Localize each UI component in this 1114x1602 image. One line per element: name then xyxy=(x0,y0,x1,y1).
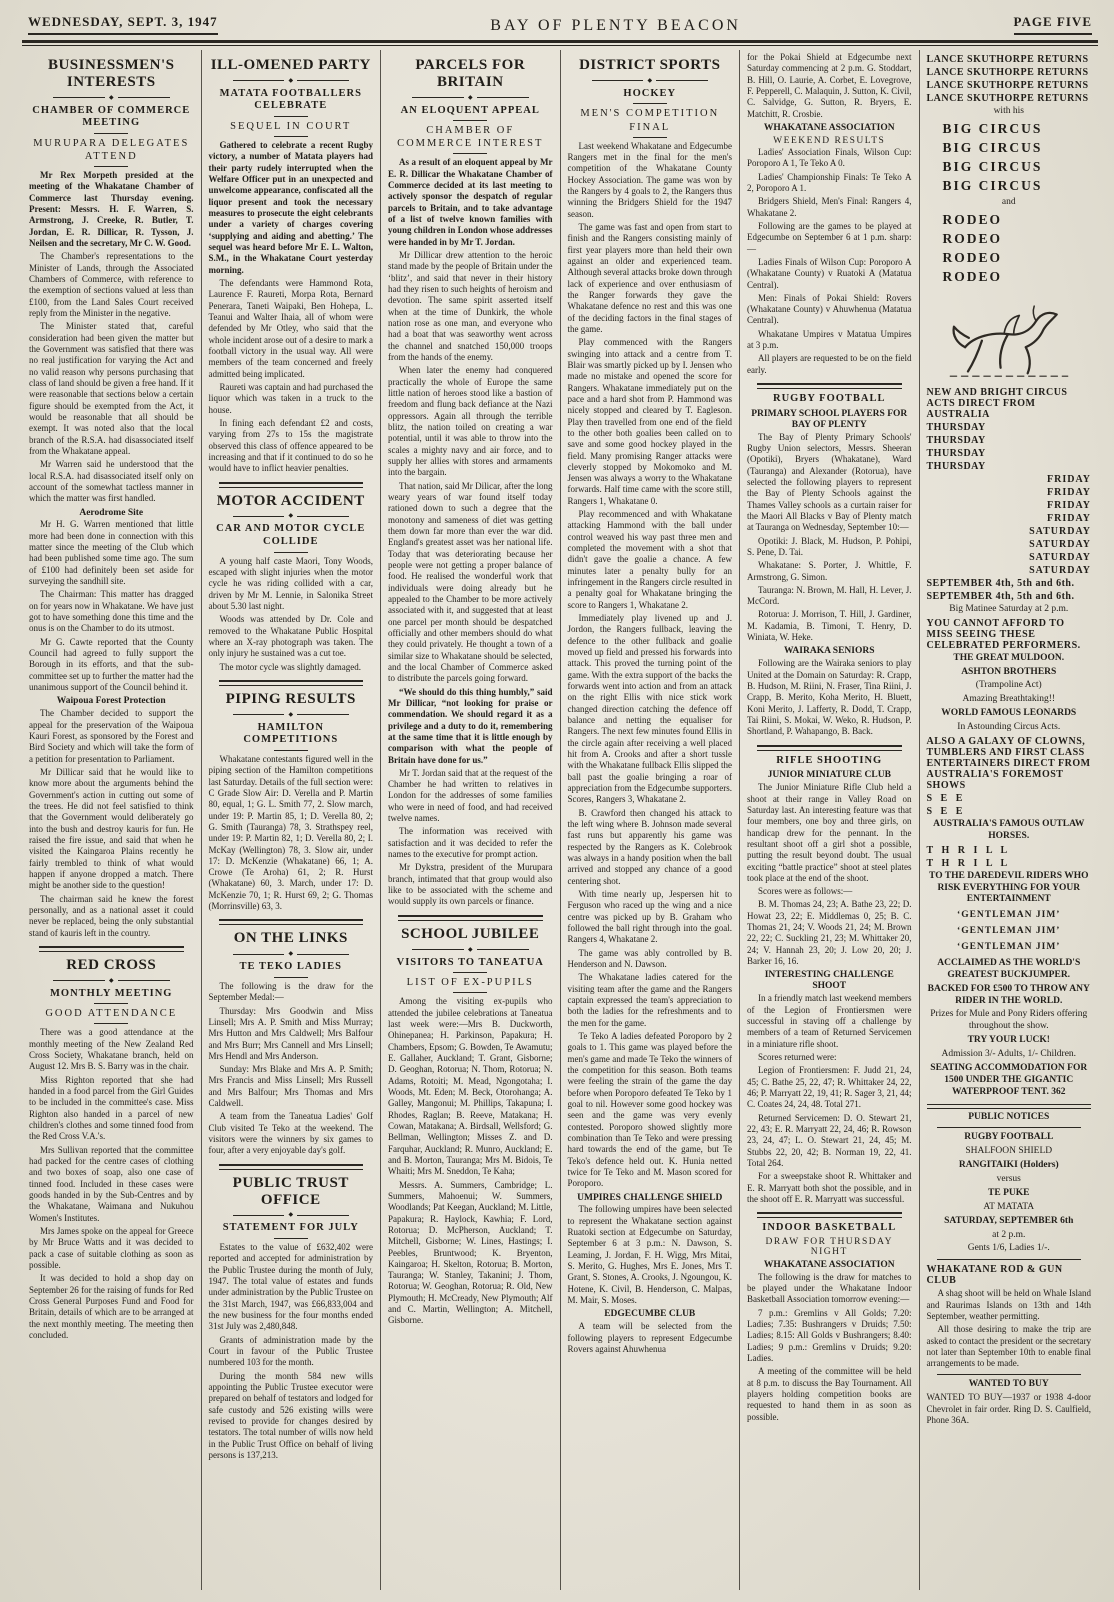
headline-parcels-for-britain: PARCELS FOR BRITAIN xyxy=(415,57,526,90)
article-subhead: MATATA FOOTBALLERS CELEBRATE xyxy=(219,87,362,112)
article-paragraph: The defendants were Hammond Rota, Laurence F. Raureti, Morpa Rota, Bernard Penerara, Taneti Waipaki, Ben Hohepa, L. Teanui and Walter Ihaia, all of whom were defended by Mr Otley, who said that the whole incident arose out of a desire to mark a football victory in the usual way. All were members of the team concerned and freely admitted being implicated. xyxy=(208,278,373,379)
column-4 xyxy=(561,50,741,1590)
article-paragraph: Grants of administration made by the Court in favour of the Public Trustee numbered 103 for the month. xyxy=(208,1334,373,1368)
short-rule xyxy=(94,1003,128,1004)
ad-line: LANCE SKUTHORPE RETURNS xyxy=(926,80,1089,91)
ad-rule xyxy=(937,1374,1082,1375)
article-paragraph: WANTED TO BUY—1937 or 1938 4-door Chevrolet in fair order. Ring D. S. Caulfield, Phone 36A. xyxy=(926,1392,1091,1426)
ad-line: TO THE DAREDEVIL RIDERS WHO RISK EVERYTHING FOR YOUR ENTERTAINMENT xyxy=(929,870,1089,905)
article-paragraph: The following is the draw for the September Medal:— xyxy=(208,980,373,1003)
article-paragraph: In fining each defendant £2 and costs, varying from 27s to 15s the magistrate observed this class of offence appeared to be increasing and that if it continued to do so he would have to inflict heavier penalties. xyxy=(208,417,373,474)
article-paragraph: Men: Finals of Pokai Shield: Rovers (Whakatane County) v Ahuwhenua (Matatua Central). xyxy=(747,292,912,326)
article-paragraph: The motor cycle was slightly damaged. xyxy=(219,661,361,672)
article-subhead: CHAMBER OF COMMERCE MEETING xyxy=(32,104,191,129)
article-paragraph: The Minister stated that, careful consideration had been given the matter but the Government was satisfied that there was no real justification for varying the Act and no valid reason why persons purchasing that class of land should be given a free hand. If it were reasonable that sections below a certain figure should be exempted from the Act, it would be reasonable that all should be exempt. It was noted also that the local branch of the R.S.A. had disassociated itself from the Whakatane appeal. xyxy=(29,321,194,456)
article-paragraph: Mr Dykstra, president of the Murupara branch, intimated that that group would also like to be associated with the scheme and would supply its own parcels or finance. xyxy=(388,862,553,907)
ad-line: Gents 1/6, Ladies 1/-. xyxy=(967,1243,1050,1254)
section-rod-gun-club: WHAKATANE ROD & GUN CLUB xyxy=(926,1264,1063,1287)
headline-red-cross: RED CROSS xyxy=(66,956,157,973)
ad-line: ACCLAIMED AS THE WORLD'S GREATEST BUCKJUMPER. xyxy=(937,957,1081,980)
article-paragraph: B. Crawford then changed his attack to the left wing where B. Johnson made several fast runs but apparently his game was respected by the Rangers as K. Colebrook was always in a handy position when the ball arrived and stopped any chance of a good centering shot. xyxy=(567,807,732,886)
short-rule xyxy=(274,1238,308,1239)
ad-line: LANCE SKUTHORPE RETURNS xyxy=(926,93,1089,104)
article-paragraph: Mr T. Jordan said that at the request of the Chamber he had written to relatives in London for the addresses of some families who were in need of food, and had received twelve names. xyxy=(388,767,553,824)
ad-line: ALSO A GALAXY OF CLOWNS, TUMBLERS AND FIRST CLASS ENTERTAINERS DIRECT FROM AUSTRALIA'S FOREMOST SHOWS xyxy=(926,735,1091,791)
ad-line: BIG CIRCUS xyxy=(942,177,1043,193)
ad-line: AT MATATA xyxy=(983,1201,1035,1212)
section-rule xyxy=(757,745,902,751)
headline-public-trust-office: PUBLIC TRUST OFFICE xyxy=(232,1174,349,1208)
divider-ornament: ◆ xyxy=(53,978,170,984)
article-subhead: RUGBY FOOTBALL xyxy=(773,393,886,405)
article-subhead: HAMILTON COMPETITIONS xyxy=(243,721,339,746)
section-rule xyxy=(219,482,364,488)
ad-line: THURSDAY xyxy=(926,460,986,472)
ad-line: RANGITAIKI (Holders) xyxy=(958,1160,1059,1171)
article-paragraph: Mr Warren said he understood that the local R.S.A. had disassociated itself only on account of the somewhat tactless manner in which the matter was first handled. xyxy=(29,459,194,504)
article-paragraph: As a result of an eloquent appeal by Mr E. R. Dillicar the Whakatane Chamber of Commerce decided at its last meeting to actively sponsor the despatch of regular parcels to Britain, and to take advantage of a list of twelve known families with young children in London whose addresses were handed in by Mr T. Jordan. xyxy=(388,157,553,247)
article-paragraph: Among the visiting ex-pupils who attended the jubilee celebrations at Taneatua last week were:—Mrs B. Duckworth, Ohinepanea; H. Parkinson, Papakura; H. Chambers, Epsom; G. Bowden, Te Awamutu; E. Gallaher, Auckland; T. Grant, Gisborne; D. Geoghan, Rotorua; N. Thom, Rotorua; N. Adams, Rotoiti; M. Mead, Ngongotaha; I. Woods, Mt. Eden; M. Beck, Otorohanga; A. Galley, Mangonui; M. Phillips, Takapuna; I. Rhodes, Raglan; B. Reeve, Matakana; H. Cowan, Matakana; A. Birdsall, Wellsford; G. Bellman, Wellington; Misses Z. and D. Farquhar, Auckland; R. Munro, Auckland; E. and B. Morton, Tauranga; Mrs M. Bidois, Te Whaiti; Mrs M. Sneddon, Te Kaha; xyxy=(388,996,553,1177)
article-paragraph: The game was fast and open from start to finish and the Rangers consisting mainly of first year players more than held their own against an older and experienced team. Although several attacks broke down through lack of experience and over enthusiasm of the Ranger forwards they gave the Whakatane defence no rest and this was one of the deciding factors in the final stages of the game. xyxy=(567,221,732,334)
ad-line: THURSDAY xyxy=(926,421,986,433)
article-paragraph: With time nearly up, Jespersen hit to Ferguson who raced up the wing and a nice centre was picked up by B. Graham who followed the ball right through into the goal. Rangers 4, Whakatane 2. xyxy=(567,888,732,945)
divider-ornament: ◆ xyxy=(592,78,709,84)
section-rule xyxy=(398,915,543,921)
divider-ornament: ◆ xyxy=(233,513,350,519)
article-paragraph: Scores were as follows:— xyxy=(758,886,853,897)
article-paragraph: The information was received with satisfaction and it was decided to refer the names to the executive for prompt action. xyxy=(388,826,553,860)
ad-line: ‘GENTLEMAN JIM’ xyxy=(957,926,1061,937)
ad-line: WORLD FAMOUS LEONARDS xyxy=(941,708,1077,719)
headline-businessmens-interests: BUSINESSMEN'S INTERESTS xyxy=(47,57,175,90)
article-paragraph: Estates to the value of £632,402 were reported and accepted for administration by the Public Trustee during the month of July, 1947. The total value of estates and funds under administration by the Public Trustee on the 31st March, 1947, was £66,833,004 and the new business for the four months ended 31st July was 2,480,848. xyxy=(208,1241,373,1332)
ad-line: T H R I L L xyxy=(926,857,1011,869)
ad-line: RUGBY FOOTBALL xyxy=(964,1132,1054,1143)
ad-lance-skuthorpe: LANCE SKUTHORPE RETURNS xyxy=(926,54,1089,65)
ad-line: Amazing Breathtaking!! xyxy=(962,694,1056,705)
article-paragraph: Sunday: Mrs Blake and Mrs A. P. Smith; Mrs Francis and Miss Linsell; Mrs Russell and Mrs Balfour; Mrs Thomas and Mrs Caldwell. xyxy=(208,1064,373,1109)
article-paragraph: Rotorua: J. Morrison, T. Hill, J. Gardiner, M. Kadamia, B. Timoni, T. Henry, D. Winiata, W. Heke. xyxy=(747,609,912,643)
article-paragraph: A young half caste Maori, Tony Woods, escaped with slight injuries when the motor cycle he was riding collided with a car, driven by Mr M. Lennie, in Salonika Street about 5.30 last night. xyxy=(208,555,373,611)
article-paragraph: for the Pokai Shield at Edgecumbe next Saturday commencing at 2 p.m. G. Stoddart, B. Hill, O. Laurie, A. Corbet, E. Lovegrove, F. Pepperell, C. Malaquin, J. Sutton, K. Civil, C. Salvidge, G. Sutton, R. Bryers, E. Matchitt, R. Crosbie. xyxy=(747,52,912,119)
bucking-horse-illustration xyxy=(927,288,1092,384)
ad-line: ‘GENTLEMAN JIM’ xyxy=(957,910,1061,921)
crosshead: PRIMARY SCHOOL PLAYERS FOR BAY OF PLENTY xyxy=(751,408,908,430)
article-paragraph: Mrs Sullivan reported that the committee had packed for the centre cases of clothing and two boxes of soap, also one case of tinned food. Included in these cases were goods handed in by the Sub-Centres and by the Whakatane, Waimana and Nukuhou Women's Institutes. xyxy=(29,1144,194,1223)
ad-line: THURSDAY xyxy=(926,434,986,446)
article-paragraph: Following are the Wairaka seniors to play United at the Domain on Saturday: R. Crapp, B. Hudson, M. Riini, N. Fraser, Tina Riini, J. Crapp, B. Merito, Koha Merito, H. Bluett, Koni Merito, J. Lafferty, R. Dodd, T. Crapp, Tai Riini, S. Mokai, W. Weko, R. Hudson, P. Shortland, P. Wahapango, B. Back. xyxy=(747,658,912,737)
divider-ornament: ◆ xyxy=(233,712,350,718)
short-rule xyxy=(453,972,487,973)
short-rule xyxy=(274,552,308,553)
ad-line: LANCE SKUTHORPE RETURNS xyxy=(926,67,1089,78)
article-paragraph: Whakatane: S. Porter, J. Whittle, F. Armstrong, G. Simon. xyxy=(747,560,912,582)
ad-line: In Astounding Circus Acts. xyxy=(957,722,1061,732)
column-1 xyxy=(22,50,202,1590)
article-paragraph: The chairman said he knew the forest personally, and as a national asset it could never be replaced, being the only substantial stand of kauris left in the country. xyxy=(29,893,194,938)
short-rule xyxy=(633,103,667,104)
article-paragraph: All those desiring to make the trip are asked to contact the president or the secretary not later than September 10th to enable final arrangements to be made. xyxy=(926,1324,1091,1369)
article-subhead: TE TEKO LADIES xyxy=(239,961,342,973)
article-paragraph: The Chairman: This matter has dragged on for years now in Whakatane. We have just got to have something done this time and the onus is on the Chamber to do its utmost. xyxy=(29,589,194,634)
ad-line: BIG CIRCUS xyxy=(942,139,1043,155)
masthead-rule xyxy=(22,40,1098,46)
article-paragraph: The Junior Miniature Rifle Club held a shoot at their range in Valley Road on Saturday last. An interesting feature was that four members, one boy and three girls, on handicap drew for the pennant. In the resultant shoot off a girl shot a possible, putting the result beyond doubt. The usual exciting “battle practice” shoot at steel plates took place at the end of the shoot. xyxy=(747,782,912,883)
article-paragraph: Last weekend Whakatane and Edgecumbe Rangers met in the final for the men's competition of the Whakatane County Hockey Association. The game was won by the Rangers by 4 goals to 2, the Rangers thus winning the Bridgers Shield for the 1947 season. xyxy=(567,140,732,219)
article-paragraph: A shag shoot will be held on Whale Island and Raurimas Islands on 13th and 14th September, weather permitting. xyxy=(926,1288,1091,1321)
ad-line: RODEO xyxy=(942,249,1003,265)
article-paragraph: Play commenced with the Rangers swinging into attack and a centre from T. Blair was smartly picked up by I. Jensen who made no mistake and opened the score for Rangers. Whakatane immediately put on the pace and a hard shot from P. Hammond was nicely stopped and cleared by T. Eagleson. Play then travelled from one end of the field to the other both goalies been called on to save and some good hockey played in the field. Many promising Ranger attacks were cleverly stopped by Mokomoko and M. Jensen was always a worry to the Whakatane forwards. Half time came with the score still, Rangers 1, Whakatane 0. xyxy=(567,337,732,506)
article-paragraph: Mrs James spoke on the appeal for Greece by Mr Bruce Watts and it was decided to pack a case of suitable clothing as soon as possible. xyxy=(29,1225,194,1270)
ad-line: AUSTRALIA'S FAMOUS OUTLAW HORSES. xyxy=(933,818,1085,841)
crosshead: Aerodrome Site xyxy=(79,507,144,518)
ad-line: SHALFOON SHIELD xyxy=(965,1146,1053,1157)
article-paragraph: The Chamber decided to support the appeal for the preservation of the Waipoua Kauri Forest, as sponsored by the Forest and Bird Society and which will take the form of a petition for presentation to Parliament. xyxy=(29,708,194,764)
ad-line: NEW AND BRIGHT CIRCUS ACTS DIRECT FROM AUSTRALIA xyxy=(926,386,1068,420)
short-rule xyxy=(453,120,487,121)
article-paragraph: Mr Dillicar drew attention to the heroic stand made by the people of Britain under the ‘blitz’, and said that never in their history had they risen to such heights of heroism and devotion. The same spirit asserted itself when at the time of Dunkirk, the whole nation rose as one man, and everyone who had a boat that was seaworthy went across the channel and snatched 150,000 troops from the hands of the enemy. xyxy=(388,250,553,363)
headline-district-sports: DISTRICT SPORTS xyxy=(579,57,721,73)
ad-rule xyxy=(937,1127,1082,1128)
article-paragraph: Mr G. Cawte reported that the County Council had agreed to fully support the Borough in its efforts, and that the sub-committee set up to further the matter had the unanimous support of the Council behind it. xyxy=(29,636,194,693)
ad-line: versus xyxy=(996,1174,1021,1184)
ad-line: Admission 3/- Adults, 1/- Children. xyxy=(941,1049,1077,1059)
ad-line: T H R I L L xyxy=(926,844,1011,856)
ad-line: YOU CANNOT AFFORD TO MISS SEEING THESE CELEBRATED PERFORMERS. xyxy=(926,617,1081,651)
ad-line: SATURDAY xyxy=(1029,564,1091,576)
ad-line: THURSDAY xyxy=(926,447,986,459)
short-rule xyxy=(453,153,487,154)
article-paragraph: Woods was attended by Dr. Cole and removed to the Whakatane Public Hospital where an X-ray photograph was taken. The only injury he sustained was a cut toe. xyxy=(208,614,373,659)
column-3 xyxy=(381,50,561,1590)
divider-ornament: ◆ xyxy=(53,95,170,101)
crosshead-secondary: DRAW FOR THURSDAY NIGHT xyxy=(765,1236,893,1257)
ad-line: THE GREAT MULDOON. xyxy=(953,652,1065,663)
article-paragraph: 7 p.m.: Gremlins v All Golds; 7.20: Ladies; 7.35: Bushrangers v Druids; 7.50: Ladies; 8.15: All Golds v Bushrangers; 8.40: Ladies; 9 p.m.: Gremlins v Druids; 9.20: Ladies. xyxy=(747,1307,912,1364)
masthead-title: BAY OF PLENTY BEACON xyxy=(490,17,741,34)
short-rule xyxy=(94,166,128,167)
short-rule xyxy=(94,1023,128,1024)
article-paragraph: A team will be selected from the following players to represent Edgecumbe Rovers against Ahuwhenua xyxy=(567,1321,732,1354)
ad-line: BIG CIRCUS xyxy=(942,158,1043,174)
ad-line: with his xyxy=(993,106,1024,116)
article-paragraph: The Whakatane ladies catered for the visiting team after the game and the Rangers captain expressed the team's appreciation to both the ladies for the refreshments and to the men for the game. xyxy=(567,972,732,1028)
ad-line: Big Matinee Saturday at 2 p.m. xyxy=(949,603,1069,614)
article-paragraph: When later the enemy had conquered practically the whole of Europe the same little nation of heroes stood like a bastion of freedom and flung back defiance at the Nazi oppressors. Again all through the terrible blitz, the nation toiled on creating a war potential, until it was able to throw into the scales a mighty navy and air force, and to supply her allies with stores and armaments into the bargain. xyxy=(388,365,553,478)
article-paragraph: The Chamber's representations to the Minister of Lands, through the Associated Chambers of Commerce, with reference to the exemption of sections valued at less than £100, from the Land Sales Court received reply from the Minister in the negative. xyxy=(29,251,194,318)
article-subhead: VISITORS TO TANEATUA xyxy=(396,956,544,968)
crosshead: UMPIRES CHALLENGE SHIELD xyxy=(577,1192,723,1203)
column-6 xyxy=(920,50,1099,1590)
headline-on-the-links: ON THE LINKS xyxy=(233,930,348,947)
divider-ornament: ◆ xyxy=(412,947,529,953)
crosshead: Waipoua Forest Protection xyxy=(56,696,166,707)
article-paragraph: Ladies' Association Finals, Wilson Cup: Poroporo A 1, Te Teko A 0. xyxy=(747,146,912,169)
ad-line: TE PUKE xyxy=(988,1187,1030,1198)
section-rule xyxy=(757,383,902,389)
masthead-date: WEDNESDAY, SEPT. 3, 1947 xyxy=(28,14,218,35)
article-paragraph: All players are requested to be on the field early. xyxy=(747,353,912,375)
short-rule xyxy=(94,133,128,134)
section-rule xyxy=(219,680,364,686)
short-rule xyxy=(633,137,667,138)
article-paragraph: It was decided to hold a shop day on September 26 for the raising of funds for Red Cross General Purposes Fund and Food for Britain, details of which are to be arranged at the next monthly meeting. The meeting then concluded. xyxy=(29,1273,194,1340)
article-subhead: CAR AND MOTOR CYCLE COLLIDE xyxy=(216,523,366,548)
article-paragraph: That nation, said Mr Dilicar, after the long weary years of war found itself today rationed down to such a degree that the monotony and sameness of diet was getting them down far more than ever the war did. England's greatest asset was her national life. Today that was deteriorating because her people were not getting a proper balance of food. He realised the wonderful work that individuals were doing already but he appealed to the Chamber to be more actively associated with it, and suggested that at least one parcel per month should be despatched officially and other members should do what they could privately. He thought a town of a similar size to Whakatane should be selected, and the local Chamber of Commerce asked to distribute the parcels going forward. xyxy=(388,480,553,684)
article-paragraph: Mr H. G. Warren mentioned that little more had been done in connection with this matter since the meeting of the Club which had been published some time ago. The sum of £100 had definitely been set aside for surveying the sandhill site. xyxy=(29,519,194,587)
ad-line: TRY YOUR LUCK! xyxy=(967,1035,1050,1046)
section-rule xyxy=(757,1212,902,1218)
article-paragraph: Following are the games to be played at Edgecumbe on September 6 at 1 p.m. sharp:— xyxy=(747,220,912,254)
article-subhead-secondary: SEQUEL IN COURT xyxy=(230,120,352,132)
ad-line: BACKED FOR £500 TO THROW ANY RIDER IN THE WORLD. xyxy=(927,983,1090,1006)
ad-line: and xyxy=(1001,196,1016,207)
article-paragraph: Scores returned were: xyxy=(758,1051,837,1062)
article-subhead: AN ELOQUENT APPEAL xyxy=(400,104,540,116)
article-paragraph: There was a good attendance at the monthly meeting of the New Zealand Red Cross Society, Whakatane branch, held on August 12. Mrs B. S. Barry was in the chair. xyxy=(29,1027,194,1072)
ad-line: (Trampoline Act) xyxy=(975,680,1042,691)
crosshead: EDGECUMBE CLUB xyxy=(604,1309,696,1320)
section-wanted-to-buy: WANTED TO BUY xyxy=(968,1378,1049,1389)
section-rule xyxy=(219,1164,364,1170)
article-paragraph: Raureti was captain and had purchased the liquor which was taken in a truck to the house. xyxy=(208,382,373,415)
article-subhead: RIFLE SHOOTING xyxy=(776,754,883,766)
article-paragraph: Legion of Frontiersmen: F. Judd 21, 24, 45; C. Bathe 25, 22, 47; R. Whittaker 24, 22, 46; P. Marryatt 22, 19, 41; R. Sager 3, 21, 44; C. Coates 24, 24, 48. Total 271. xyxy=(747,1065,912,1110)
ad-line: SATURDAY, SEPTEMBER 6th xyxy=(944,1215,1074,1226)
short-rule xyxy=(274,136,308,137)
article-paragraph: “We should do this thing humbly,” said Mr Dillicar, “not looking for praise or commendation. We should regard it as a privilege and a duty to do it, remembering at the same time that it is little enough by comparison with what the people of Britain have done for us.” xyxy=(388,686,553,765)
short-rule xyxy=(453,992,487,993)
headline-ill-omened-party: ILL-OMENED PARTY xyxy=(210,57,371,73)
article-paragraph: Returned Servicemen: D. O. Stewart 21, 22, 43; E. R. Marryatt 22, 24, 46; R. Rowson 23, 24, 47; L. O. Stewart 21, 24, 45; M. Stubbs 22, 20, 42; B. Norman 19, 22, 41. Total 264. xyxy=(747,1112,912,1168)
article-paragraph: Ladies' Championship Finals: Te Teko A 2, Poroporo A 1. xyxy=(747,171,912,193)
article-subhead: STATEMENT FOR JULY xyxy=(222,1222,359,1234)
section-rule xyxy=(219,919,364,925)
ad-rule xyxy=(937,1259,1082,1260)
article-paragraph: Opotiki: J. Black, M. Hudson, P. Pohipi, S. Pene, D. Tai. xyxy=(747,535,912,557)
ad-line: RODEO xyxy=(942,268,1003,284)
ad-line: RODEO xyxy=(942,211,1003,227)
article-subhead: MONTHLY MEETING xyxy=(50,987,173,999)
ad-line: FRIDAY xyxy=(1047,499,1091,511)
article-subhead-secondary: CHAMBER OF COMMERCE INTEREST xyxy=(397,125,544,150)
ad-line: S E E xyxy=(926,805,966,817)
headline-school-jubilee: SCHOOL JUBILEE xyxy=(401,925,540,942)
ad-line: Prizes for Mule and Pony Riders offering throughout the show. xyxy=(930,1009,1088,1032)
crosshead: WHAKATANE ASSOCIATION xyxy=(763,1259,895,1270)
ad-line: FRIDAY xyxy=(1047,473,1091,485)
ad-line: SEPTEMBER 4th, 5th and 6th. xyxy=(926,590,1075,602)
article-subhead-secondary: LIST OF EX-PUPILS xyxy=(406,977,534,989)
ad-line: BIG CIRCUS xyxy=(942,120,1043,136)
ad-line: at 2 p.m. xyxy=(992,1229,1026,1240)
ad-line: FRIDAY xyxy=(1047,486,1091,498)
crosshead-secondary: WEEKEND RESULTS xyxy=(773,135,886,146)
ad-line: FRIDAY xyxy=(1047,512,1091,524)
article-paragraph: Te Teko A ladies defeated Poroporo by 2 goals to 1. This game was played before the men's game and made Te Teko the winners of the competition for this season. Both teams were feeling the strain of the game the day before when Poroporo defeated Te Teko by 1 goal to nil. However some good hockey was seen and the game was very evenly contested. Poroporo showed slightly more combination than Te Teko and were pressing hard towards the end of the game, but Te Teko's defence held out. K. Hunia netted twice for Te Teko and M. Mason scored for Poroporo. xyxy=(567,1030,732,1189)
ad-line: ‘GENTLEMAN JIM’ xyxy=(957,942,1061,952)
masthead xyxy=(22,10,1098,38)
article-paragraph: The following umpires have been selected to represent the Whakatane section against Ruatoki section at Edgecumbe on Saturday, September 6 at 3 p.m.: N. Dawson, S. Leaming, J. Jordan, F. H. Wigg, Mrs Mitai, S. Merito, G. Hughes, Mrs E. Jones, Mrs T. Grant, S. Stones, A. Crooks, J. Ngoungou, K. Hotene, K. Civil, B. Henderson, C. Malpas, M. Mair, S. Moses. xyxy=(567,1204,732,1306)
ad-line: SATURDAY xyxy=(1029,538,1091,550)
article-paragraph: During the month 584 new wills appointing the Public Trustee executor were prepared on behalf of testators and lodged for safe custody and 526 existing wills were revised to provide for changes desired by testators. The total number of wills now held in the Public Trust Office on behalf of living persons is 137,213. xyxy=(208,1370,373,1460)
article-subhead-secondary: MEN'S COMPETITION FINAL xyxy=(580,108,720,133)
article-paragraph: Immediately play livened up and J. Jordon, the Rangers fullback, leaving the defence to the other fullback and goalie moved up field and pressed his forwards into attack. This proved the turning point of the game. With the extra support of the backs the forwards went into action and from an attack on the right Ellis with nice stick work changed direction catching the defence off balance and netting the equaliser for Rangers. The next few minutes found Ellis in the circle again after receiving a well placed hit from A. Crooks and after a short tussle with the Whakatane fullback Ellis slipped the ball past the goalie bringing a roar of appreciation from the Edgecumbe supporters. Scores, Rangers 3, Whakatane 2. xyxy=(567,613,732,805)
article-paragraph: A meeting of the committee will be held at 8 p.m. to discuss the Bay Tournament. All players holding competition books are requested to hand them in as soon as possible. xyxy=(747,1366,912,1422)
crosshead: WAIRAKA SENIORS xyxy=(783,646,875,657)
column-2 xyxy=(202,50,382,1590)
divider-ornament: ◆ xyxy=(233,951,350,957)
ad-rule xyxy=(927,1104,1092,1109)
article-paragraph: The Bay of Plenty Primary Schools' Rugby Union selectors, Messrs. Sheeran (Opotiki), Bryers (Whakatane), Ward (Tauranga) and Alexander (Rotorua), have selected the following players to represent the Bay of Plenty Schools against the Thames Valley schools as a curtain raiser for the Maori All Blacks v Bay of Plenty match at Tauranga on Wednesday, September 10:— xyxy=(747,431,912,533)
ad-line: ASHTON BROTHERS xyxy=(961,666,1057,677)
divider-ornament: ◆ xyxy=(233,1212,350,1218)
crosshead: JUNIOR MINIATURE CLUB xyxy=(767,770,891,781)
article-subhead: INDOOR BASKETBALL xyxy=(762,1222,897,1234)
article-paragraph: Tauranga: N. Brown, M. Hall, H. Lever, J. McCord. xyxy=(747,584,912,607)
article-paragraph: A team from the Taneatua Ladies' Golf Club visited Te Teko at the weekend. The visitors were the winners by six games to four, after a very enjoyable day's golf. xyxy=(208,1111,373,1156)
ad-line: SATURDAY xyxy=(1029,525,1091,537)
article-paragraph: Messrs. A. Summers, Cambridge; L. Summers, Mahoenui; W. Summers, Woodlands; Pat Keegan, Auckland; M. Little, Papakura; R. Haylock, Kawhia; F. Lord, Rotorua; D. McPherson, Auckland; T. Mitchell, Gisborne; W. Lines, Hastings; I. Peebles, Bruntwood; K. Bryenton, Kaingaroa; H. Skelton, Rotorua; B. Morton, Tauranga; W. Stanley, Takanini; J. Thom, Rotorua; W. Geoghan, Rotorua; R. Old, New Plymouth; H. McCready, New Plymouth; Alf and C. Martin, Wellington; A. Mitchell, Gisborne. xyxy=(388,1179,553,1326)
section-rule xyxy=(39,946,184,952)
article-paragraph: Whakatane contestants figured well in the piping section of the Hamilton competitions last Saturday. Details of the full section were: C Grade Slow Air: D. Verella and P. Martin 80, equal, 1; G. L. Smith 77, 2. Slow march, under 19: P. Martin 85, 1; D. Verella 80, 2; G. Smith (Tauranga) 78, 3. Strathspey reel, under 19: P. Martin 82, 1; D. Verella 80, 2; I. McKay (Wellington) 78, 3. Slow air, under 17: D. McKenzie (Whakatane) 66, 1; A. Crowe (Te Aroha) 61, 2; R. Hurst (Whakatane) 60, 3. March, under 17: D. McKenzie 70, 1; R. Hurst 69, 2; G. Thomas (Morrinsville) 63, 3. xyxy=(208,753,373,912)
ad-line: SEPTEMBER 4th, 5th and 6th. xyxy=(926,577,1075,589)
article-subhead: HOCKEY xyxy=(623,87,677,99)
article-subhead-secondary: MURUPARA DELEGATES ATTEND xyxy=(33,137,190,162)
article-paragraph: Thursday: Mrs Goodwin and Miss Linsell; Mrs A. P. Smith and Miss Murray; Mrs Hutton and Mrs Caldwell; Mrs Balfour and Mrs Burr; Mrs Cannell and Mrs Linsell; Mrs Hendl and Mrs Anderson. xyxy=(208,1005,373,1061)
short-rule xyxy=(274,977,308,978)
article-paragraph: Miss Righton reported that she had handed in a food parcel from the Girl Guides to be included in the committee's case. Miss Righton also handed in a parcel of new children's clothes and some tinned food from the Red Cross V.A.'s. xyxy=(29,1074,194,1142)
article-paragraph: For a sweepstake shoot R. Whittaker and E. R. Marryatt both shot the possible, and in the shoot off E. R. Marryatt was successful. xyxy=(747,1171,912,1204)
ad-line: SEATING ACCOMMODATION FOR 1500 UNDER THE GIGANTIC WATERPROOF TENT. 362 xyxy=(930,1062,1088,1097)
article-paragraph: Whakatane Umpires v Matatua Umpires at 3 p.m. xyxy=(747,328,912,351)
article-paragraph: The following is the draw for matches to be played under the Whakatane Indoor Basketball Association tomorrow evening:— xyxy=(747,1271,912,1305)
article-subhead-secondary: GOOD ATTENDANCE xyxy=(45,1008,178,1020)
headline-piping-results: PIPING RESULTS xyxy=(225,690,356,707)
article-paragraph: The game was ably controlled by B. Henderson and N. Dawson. xyxy=(567,947,732,969)
crosshead: INTERESTING CHALLENGE SHOOT xyxy=(764,970,894,992)
ad-line: RODEO xyxy=(942,230,1003,246)
crosshead: WHAKATANE ASSOCIATION xyxy=(763,122,895,133)
divider-ornament: ◆ xyxy=(412,95,529,101)
article-paragraph: Bridgers Shield, Men's Final: Rangers 4, Whakatane 2. xyxy=(747,196,912,218)
divider-ornament: ◆ xyxy=(233,78,350,84)
masthead-page-label: PAGE FIVE xyxy=(1014,14,1092,35)
article-paragraph: In a friendly match last weekend members of the Legion of Frontiersmen were successful in staving off a challenge by members of a team of Returned Servicemen in a miniature rifle shoot. xyxy=(747,993,912,1049)
section-public-notices: PUBLIC NOTICES xyxy=(968,1111,1050,1122)
column-5 xyxy=(740,50,920,1590)
headline-motor-accident: MOTOR ACCIDENT xyxy=(216,492,365,509)
article-paragraph: B. M. Thomas 24, 23; A. Bathe 23, 22; D. Howat 23, 22; E. Middlemas 0, 25; B. C. Thomas 21, 24; V. Woods 21, 24; M. Brown 22, 22; C. Suckling 21, 23; M. Whittaker 20, 24; V. Hannah 23, 20; J. Low 20, 20; J. Barker 16, 16. xyxy=(747,899,912,967)
article-paragraph: Mr Dillicar said that he would like to know more about the arguments behind the Government's action in cutting out some of the trees. He did not feel satisfied to think that the Government would deliberately go into the bush and destroy kauris for fun. He raised the fire issue, and said that when he visited the Kaingaroa Plains recently he fairly trembled to think of what would happen if anyone dropped a match. There might be another side to the question! xyxy=(29,766,194,891)
short-rule xyxy=(274,750,308,751)
ad-line: SATURDAY xyxy=(1029,551,1091,563)
column-grid xyxy=(22,50,1098,1590)
article-paragraph: Play recommenced and with Whakatane attacking Hammond with the ball under control weaved his way past three men and completed the movement with a shot that didn't gave the goalie a chance. A few minutes later a penalty bully for an infringement in the Rangers circle resulted in a penalty goal for Whakatane bringing the score to Rangers 1, Whakatane 2. xyxy=(567,509,732,610)
article-paragraph: Mr Rex Morpeth presided at the meeting of the Whakatane Chamber of Commerce last Thursday evening. Present: Messrs. H. F. Warren, S. Armstrong, J. Creeke, R. Butler, T. Jordan, E. R. Dillicar, R. Tysson, J. Neilsen and the secretary, Mr C. W. Good. xyxy=(29,170,194,248)
article-paragraph: Gathered to celebrate a recent Rugby victory, a number of Matata players had their party rudely interrupted when the Welfare Officer put in an unexpected and unwelcome appearance, confiscated all the liquor present and took the necessary measures to prosecute the eight celebrants under a variety of charges covering ‘supplying and aiding and abetting.’ The sequel was heard before Mr E. L. Walton, S.M., in the Whakatane Court yesterday morning. xyxy=(208,140,373,275)
article-paragraph: Ladies Finals of Wilson Cup: Poroporo A (Whakatane County) v Ruatoki A (Matatua Central). xyxy=(747,256,912,290)
ad-line: S E E xyxy=(926,792,966,804)
short-rule xyxy=(274,116,308,117)
